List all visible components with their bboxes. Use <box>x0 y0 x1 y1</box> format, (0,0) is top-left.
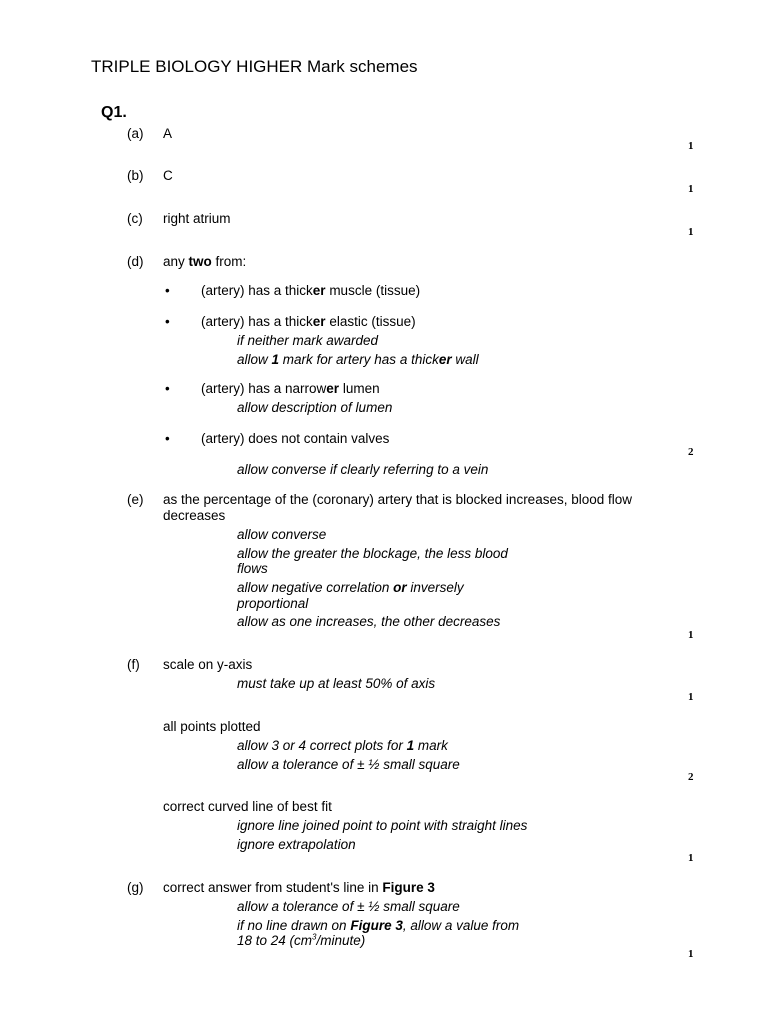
part-g-note: if no line drawn on Figure 3, allow a value from <box>237 918 520 933</box>
part-f-label: (f) <box>127 657 140 672</box>
part-g-note: 18 to 24 $(cm^3/minute)$ <box>237 932 366 948</box>
part-e-answer: decreases <box>163 508 226 523</box>
part-e-note: proportional <box>237 596 309 611</box>
part-f-note: allow a tolerance of ± ½ small square <box>237 757 460 772</box>
bullet-point: • <box>165 431 170 446</box>
part-a-mark: 1 <box>688 140 694 152</box>
part-d-note: allow 1 mark for artery has a thicker wall <box>237 352 479 367</box>
bullet-point: • <box>165 381 170 396</box>
part-e-note: allow negative correlation or inversely <box>237 580 464 595</box>
part-f-answer: correct curved line of best fit <box>163 799 332 814</box>
bullet-point: • <box>165 283 170 298</box>
part-f-note: ignore extrapolation <box>237 837 356 852</box>
part-d-note: if neither mark awarded <box>237 333 379 348</box>
part-d-label: (d) <box>127 254 144 269</box>
part-e-note: allow as one increases, the other decreases <box>237 614 501 629</box>
part-e-answer: as the percentage of the (coronary) artery that is blocked increases, blood flow <box>163 492 632 507</box>
part-d-note: allow converse if clearly referring to a vein <box>237 462 489 477</box>
part-g-mark: 1 <box>688 948 694 960</box>
part-f-mark: 2 <box>688 771 694 783</box>
part-e-note: allow converse <box>237 527 327 542</box>
part-e-note: allow the greater the blockage, the less blood <box>237 546 508 561</box>
part-f-mark: 1 <box>688 852 694 864</box>
part-e-mark: 1 <box>688 629 694 641</box>
part-d-intro: any two from: <box>163 254 247 269</box>
page-title: TRIPLE BIOLOGY HIGHER Mark schemes <box>91 57 418 76</box>
part-c-answer: right atrium <box>163 211 231 226</box>
part-f-answer: all points plotted <box>163 719 261 734</box>
part-f-mark: 1 <box>688 691 694 703</box>
part-d-point-1: (artery) has a thicker muscle (tissue) <box>201 283 421 298</box>
part-c-mark: 1 <box>688 226 694 238</box>
part-g-label: (g) <box>127 880 144 895</box>
part-d-note: allow description of lumen <box>237 400 393 415</box>
part-b-mark: 1 <box>688 183 694 195</box>
question-number: Q1. <box>101 104 127 121</box>
part-d-point-3: (artery) has a narrower lumen <box>201 381 380 396</box>
part-d-mark: 2 <box>688 446 694 458</box>
part-g-answer: correct answer from student's line in Figure 3 <box>163 880 435 895</box>
part-f-answer: scale on y-axis <box>163 657 253 672</box>
part-b-label: (b) <box>127 168 144 183</box>
bullet-point: • <box>165 314 170 329</box>
part-f-note: must take up at least 50% of axis <box>237 676 436 691</box>
part-e-label: (e) <box>127 492 144 507</box>
part-g-note: allow a tolerance of ± ½ small square <box>237 899 460 914</box>
part-d-point-2: (artery) has a thicker elastic (tissue) <box>201 314 416 329</box>
part-d-point-4: (artery) does not contain valves <box>201 431 390 446</box>
part-c-label: (c) <box>127 211 143 226</box>
part-a-label: (a) <box>127 126 144 141</box>
part-e-note: flows <box>237 561 268 576</box>
part-f-note: allow 3 or 4 correct plots for 1 mark <box>237 738 448 753</box>
part-b-answer: C <box>163 168 173 183</box>
part-a-answer: A <box>163 126 173 141</box>
part-f-note: ignore line joined point to point with straight lines <box>237 818 528 833</box>
